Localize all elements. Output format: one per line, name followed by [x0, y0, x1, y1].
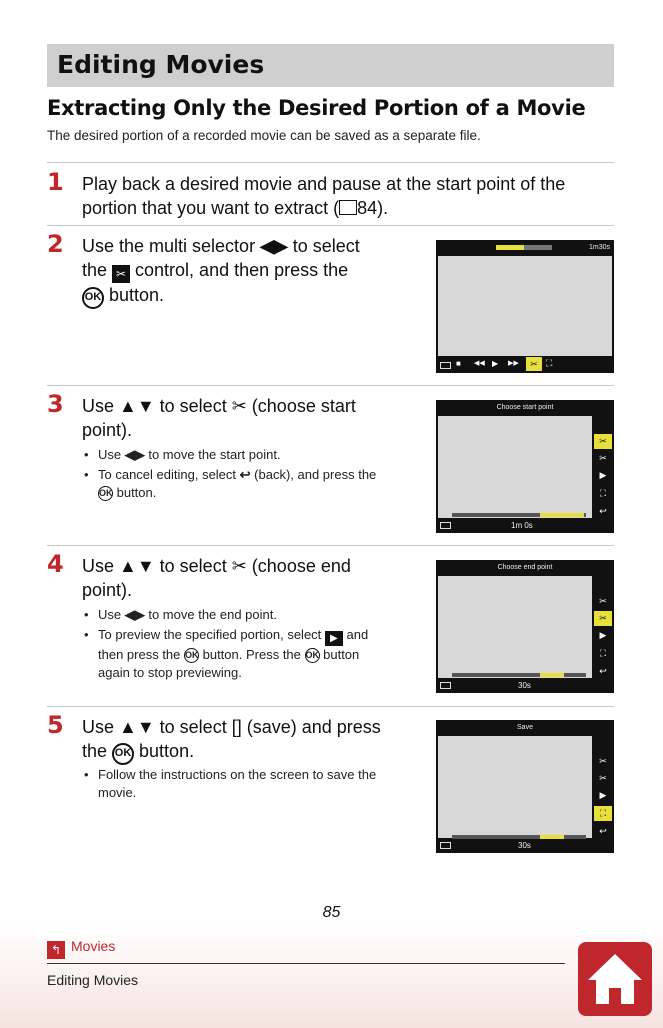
range-selection: [540, 673, 564, 677]
choose-start-icon: ✂: [599, 596, 607, 606]
multi-selector-left-right-icon: ◀▶: [260, 236, 288, 256]
choose-end-icon: ✂: [594, 611, 612, 626]
up-down-icon: ▲▼: [119, 556, 155, 576]
battery-icon: [440, 362, 451, 369]
ok-button-icon: OK: [184, 648, 199, 663]
footer-divider: [47, 963, 565, 964]
divider: [47, 545, 614, 546]
chapter-header: [47, 44, 614, 87]
step-3-text: Use ▲▼ to select ✂ (choose start point).: [82, 396, 356, 440]
divider: [47, 162, 614, 163]
back-icon: ↩: [599, 506, 607, 516]
edit-menu: [592, 416, 614, 533]
up-down-icon: ▲▼: [119, 396, 155, 416]
camera-screen-choose-end: [436, 560, 614, 693]
screen-bottom-bar: [436, 839, 614, 853]
home-button[interactable]: [578, 942, 652, 1016]
ok-button-icon: OK: [112, 743, 134, 765]
duration-time: 30s: [518, 681, 531, 690]
forward-icon: ▶▶: [508, 360, 519, 367]
preview-icon: ▶: [599, 470, 607, 480]
back-icon: ↩: [599, 826, 607, 836]
battery-icon: [440, 682, 451, 689]
position-time: 1m 0s: [511, 521, 533, 530]
divider: [47, 225, 614, 226]
choose-end-icon: ✂: [231, 556, 247, 576]
back-arrow-icon: ↰: [47, 941, 65, 959]
step-number: 2: [47, 230, 64, 258]
choose-end-icon: ✂: [599, 773, 607, 783]
divider: [47, 706, 614, 707]
play-icon: ▶: [492, 359, 499, 368]
screen-view: [438, 416, 592, 518]
back-icon: ↩: [599, 666, 607, 676]
step-number: 1: [47, 168, 64, 196]
step-5-text: Use ▲▼ to select [] (save) and press the OK button.: [82, 715, 422, 765]
section-title: Extracting Only the Desired Portion of a Movie: [47, 96, 586, 120]
range-track: [452, 673, 586, 677]
ok-button-icon: OK: [82, 287, 104, 309]
play-icon: ▶: [325, 631, 343, 646]
battery-icon: [440, 522, 451, 529]
page-number: 85: [322, 904, 341, 921]
rewind-icon: ◀◀: [474, 360, 485, 367]
left-right-icon: ◀▶: [124, 447, 145, 462]
save-frame-icon: ⛶: [546, 358, 553, 368]
duration-time: 30s: [518, 841, 531, 850]
save-icon: []: [231, 717, 242, 737]
step-4-bullets: [82, 606, 412, 684]
preview-icon: ▶: [599, 790, 607, 800]
elapsed-time: 1m30s: [588, 244, 610, 251]
screen-view: [438, 736, 592, 838]
step-number: 5: [47, 711, 64, 739]
screen-title: Choose start point: [436, 400, 614, 416]
home-icon: [578, 942, 652, 1016]
choose-start-icon: ✂: [231, 396, 247, 416]
camera-screen-playback: [436, 240, 614, 373]
camera-screen-save: [436, 720, 614, 853]
book-icon: [339, 200, 357, 215]
step-4-text: Use ▲▼ to select ✂ (choose end point).: [82, 556, 351, 600]
step-2-text: Use the multi selector ◀▶ to select the ✂ control, and then press the OK button.: [82, 234, 422, 309]
back-icon: ↩: [239, 467, 251, 482]
list-item: • Use ◀▶ to move the end point.: [82, 606, 412, 624]
screen-title: Save: [436, 720, 614, 736]
choose-start-icon: ✂: [594, 434, 612, 449]
step-number: 3: [47, 390, 64, 418]
choose-start-icon: ✂: [599, 756, 607, 766]
list-item: • Follow the instructions on the screen to save the movie.: [82, 766, 412, 802]
chapter-title: Editing Movies: [57, 50, 265, 79]
ok-button-icon: OK: [98, 486, 113, 501]
battery-icon: [440, 842, 451, 849]
screen-view: [438, 256, 612, 356]
section-label: Editing Movies: [47, 972, 139, 988]
screen-bottom-bar: [436, 679, 614, 693]
extract-icon: ✂: [526, 357, 542, 371]
progress-fill: [496, 245, 524, 250]
step-5-bullets: [82, 766, 412, 804]
playback-controls: [436, 356, 614, 373]
step-number: 4: [47, 550, 64, 578]
stop-icon: ■: [456, 359, 461, 368]
section-intro: The desired portion of a recorded movie can be saved as a separate file.: [47, 128, 481, 143]
edit-menu: [592, 576, 614, 693]
screen-view: [438, 576, 592, 678]
step-1-text: Play back a desired movie and pause at the start point of the portion that you want to extract ( 84).: [82, 174, 566, 218]
screen-bottom-bar: [436, 519, 614, 533]
screen-title: Choose end point: [436, 560, 614, 576]
edit-menu: [592, 736, 614, 853]
list-item: • To cancel editing, select ↩ (back), and press the OK button.: [82, 466, 412, 502]
chapter-link[interactable]: [47, 938, 115, 959]
save-icon: ⛶: [599, 488, 607, 498]
up-down-icon: ▲▼: [119, 717, 155, 737]
preview-icon: ▶: [599, 630, 607, 640]
step-3-bullets: [82, 446, 412, 504]
range-selection: [540, 513, 584, 517]
extract-control-icon: ✂: [112, 265, 130, 283]
camera-screen-choose-start: [436, 400, 614, 533]
save-icon: ⛶: [599, 648, 607, 658]
choose-end-icon: ✂: [599, 453, 607, 463]
list-item: • Use ◀▶ to move the start point.: [82, 446, 412, 464]
save-icon: ⛶: [594, 806, 612, 821]
list-item: • To preview the specified portion, select ▶ and then press the OK button. Press the OK button again to stop previewing.: [82, 626, 412, 682]
ok-button-icon: OK: [305, 648, 320, 663]
divider: [47, 385, 614, 386]
page-ref-link[interactable]: 84: [357, 198, 378, 218]
left-right-icon: ◀▶: [124, 607, 145, 622]
chapter-link-label: Movies: [71, 938, 116, 954]
